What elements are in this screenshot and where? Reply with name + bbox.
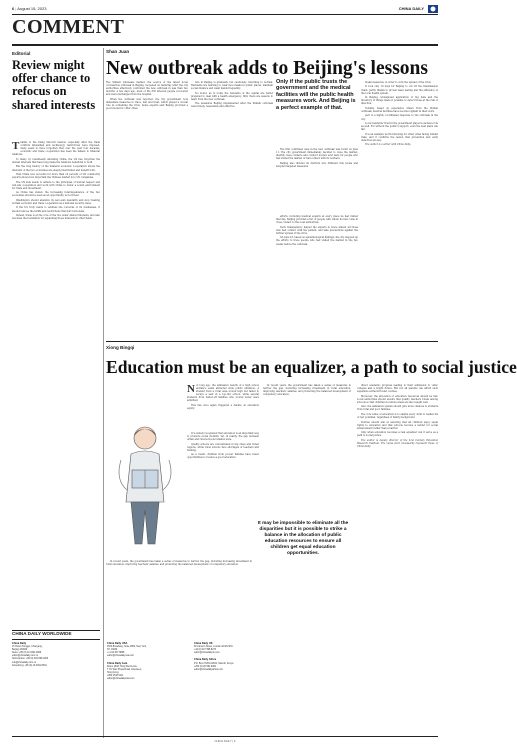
article-separator (106, 341, 438, 342)
article2-column-4 (263, 384, 351, 398)
page-footer: CHINA DAILY | 6 (214, 739, 236, 743)
article2-paragraph: In recent years, the government has taken a series of measures to narrow the gap, including increasing investment in rural education, improving teachers' salaries, and promoting the balanced development of compulsory education. (106, 560, 252, 567)
article1-paragraph: Beijing also divided its districts into different risk levels and adopted targeted measures. (276, 161, 358, 168)
article1-paragraph: efforts, including medical experts at every place he had visited that day. Beijing provided a list of people with whom he had come in close contact to the local authorities. (276, 215, 358, 225)
article2-footnote: The author is deputy director of the 21st Century Education Research Institute. The views don't necessarily represent those of China Daily. (357, 438, 438, 448)
article1-pullquote: Only if the public trusts the government and the medical facilities will the public health measures work. And Beijing is a perfect example of that. (276, 79, 356, 111)
article1-column-3 (276, 148, 358, 169)
paper-name: CHINA DAILY (398, 6, 424, 11)
section-title: COMMENT (12, 16, 125, 38)
editorial-headline: Review might offer chance to refocus on shared interests (12, 58, 96, 112)
page-number: 6 (12, 6, 15, 11)
editorial-body (12, 141, 100, 222)
article2-dropcap: N (187, 383, 195, 395)
child-reading-illustration (109, 420, 181, 550)
article2-paragraph: In recent years, the government has taken a series of measures to narrow the gap, including increasing investment in rural education, improving teachers' salaries, and promoting the balanced development of compulsory education. (263, 384, 351, 397)
editorial-paragraph: But the long history of the bilateral economic cooperation shows the interests of the two economies are deeply intertwined and benefit both. (12, 165, 100, 172)
article1-paragraph: Such transparency helped the experts to trace almost all those who had contact with the patient, and take precautions against the further spread of the virus. (276, 225, 358, 235)
article1-column-4 (276, 215, 358, 247)
article1-paragraph: The first confirmed case in the new outbreak was found on June 11. The city government immediately decided to close the market, identify close contacts and conduct nucleic acid tests for people who had visited the market or had contact with its workers. (276, 148, 358, 161)
article1-paragraph: Local residents' trust in the government played a decisive role as well. For without the public's support, even the best plans can fail. (361, 121, 438, 132)
office-block: China Daily USA 1500 Broadway, Suite 2800, New York, NY 10036 +1 212 537 8888 editor@chinadailyusa.com China Daily Asia Room 1818, Hing Wai Centre, 7 Tin Wan Praya Road, Aberdeen, Hong Kong +852 2518 5111 editor@chinadailyasia.com (107, 642, 147, 681)
article2-paragraph: Only when education becomes a real equalizer can it serve as a path to social justice. (357, 431, 438, 438)
article1-paragraph: In Beijing, widespread application of big data and the inventory of things made it possible to detect those at the risk of infection. (361, 96, 438, 106)
editorial-paragraph: Indeed, trade is at the core of the two sides' shared interests, and also becomes the foundation for expanding those interests in other fields. (12, 214, 100, 221)
page-header: 6 | August 15, 2023 CHINA DAILY (12, 6, 438, 14)
section-rule (12, 44, 438, 46)
office-block: China Daily 15 Huixin Dongjie, Chaoyang, Beijing 100029 News: +86 (0) 10 6491-8366 editor@chinadaily.com.cn Subscription: +86 (0) 400-699-0203 sub@chinadaily.com.cn Advertising: +86 (0) 10 6491-8631 (12, 642, 49, 667)
masthead-title: CHINA DAILY WORLDWIDE (12, 630, 100, 640)
editorial-label: Editorial (12, 51, 31, 56)
article2-paragraph: Policies should aim at ensuring that all children enjoy equal rights to education and that schools become a ladder for social advancement rather than a barrier. (357, 420, 438, 430)
article1-column-5 (361, 81, 438, 148)
article2-paragraph: Moreover, the allocation of education resources should be fair. Local authorities should ensure that quality teachers rotate among schools so that children in remote areas are also taught well. (357, 394, 438, 404)
article1-paragraph: It is an example worth following for other cities facing similar risks, and it confirms the lesson that prevention and early detection are key. (361, 132, 438, 142)
article2-headline: Education must be an equalizer, a path to social justice (106, 357, 517, 377)
article1-paragraph: Life in Beijing is gradually, but cautiously, returning to normal. Residents are learning to wear face masks in public places, maintain social distance and wash hands frequently. (191, 81, 273, 91)
editorial-paragraph: To many, by relentlessly attacking China, the US has forgotten the mutual interests that have long made the relations beneficial to both. (12, 157, 100, 164)
article1-paragraph: The Xinfadi wholesale market, the source of the latest novel coronavirus outbreak in Beijing, reopened on Saturday after the city authorities effectively controlled the new outbreak in less than two months. A few days ago, most of the 335 infected people recovered and were discharged from the hospital. (106, 81, 188, 97)
article2-column-2 (187, 432, 259, 461)
header-rule (12, 14, 438, 15)
article1-paragraph: break measures, in order to curb the spread of the virus. (365, 81, 432, 84)
article1-paragraph: No doubt, as of today the residents of the capital are better prepared to deal with a health emergency. Still, there are lessons to learn from the new outbreak. (191, 91, 273, 101)
article1-column-1 (106, 81, 188, 112)
article1-paragraph: The measures Beijing implemented after the Xinfadi outbreak were timely, reasonable and effective. (191, 102, 273, 109)
footer-rule (12, 736, 438, 737)
article2-column-5 (357, 384, 438, 449)
article2-paragraph: direct academic progress leading to their admission to 'elite' colleges and a bright future. But not all parents can afford such expensive extracurricular courses. (357, 384, 438, 394)
article2-column-3 (106, 560, 252, 568)
article1-column-2 (191, 81, 273, 110)
article2-paragraph: ot long ago, the admission results of a high school entrance exam attracted wide public attention. A student from a rural area scored high but failed to secure a seat in a top-tier school, while several students from better-off families who scored lower were admitted. (187, 384, 259, 403)
article1-paragraph: On June 18, based on epidemiological findings, the city stepped up the efforts to trace people who had visited the market in the two weeks before the outbreak. (276, 236, 358, 246)
article1-paragraph: It took only 19 days for Beijing to cut off the transmission chain, partly thanks to proven mass testing and the efficiency of the local health system. (361, 85, 438, 95)
china-daily-logo-icon (428, 5, 438, 13)
article2-paragraph: As a result, children from poorer families have fewer opportunities to receive a good education. (187, 453, 259, 460)
article1-headline: New outbreak adds to Beijing's lessons (106, 58, 428, 79)
office-block: China Daily UK 90 Cannon Street, London EC4N 6HA +44 (0) 20 7398 8270 editor@chinadailyuk.com China Daily Africa P.O. Box 27281-00100, Nairobi, Kenya +254 (0) 20 692 0900 editor@chinadailyafrica.com (194, 642, 234, 671)
article1-paragraph: part of a highly coordinated response to the outbreak in the city. (361, 114, 438, 121)
article2-paragraph: This has once again triggered a debate on education equity. (187, 403, 259, 411)
editorial-paragraph: If the US truly wants to address the concerns of its businesses, it should remove the tariffs and restrictions that hurt both sides. (12, 206, 100, 213)
article1-paragraph: When the outbreak was reported, the city government took immediate measures to trace, test and treat, which played a crucial role in containing the virus. Some experts said Beijing provided a good model for other cities. (106, 97, 188, 111)
article1-footnote: The author is a writer with China Daily. (365, 143, 412, 147)
editorial-paragraph: Washington should abandon its zero-sum mentality and stop treating normal economic and trade cooperation as a national security issue. (12, 198, 100, 205)
article2-pullquote: It may be impossible to eliminate all the disparities but it is possible to strike a balance in the allocation of public education resources to ensure all children get equal education opportunities. (257, 521, 349, 556)
issue-date: August 15, 2023 (17, 6, 47, 11)
editorial-paragraph: The US side needs to adhere to the principles of mutual respect and win-win cooperation and work with China to foster a sound environment for trade and investment. (12, 180, 100, 190)
article1-paragraph: Notably, based on experience drawn from the Wuhan outbreak, medical facilities have become vigilant in their work. (361, 106, 438, 113)
editorial-paragraph: hanks to the rising Sino-US tension, especially after the trade conflicts intensified and technology restrictions were imposed, many seem to have forgotten that over the past four decades, economic and trade cooperation has been the ballast to bilateral relations. (12, 141, 100, 157)
article2-column-1 (187, 384, 259, 412)
article2-paragraph: Also, the admission system should give more chances to students from rural and poor families. (357, 405, 438, 412)
article1-author: Shan Juan (106, 49, 130, 54)
editorial-dropcap: T (12, 140, 20, 152)
article2-paragraph: Quality schools are concentrated in big cities and richer regions, while rural schools face shortages of teachers and funding. (187, 442, 259, 452)
article2-paragraph: The core value of education is to enable every child to realize his or her potential, regardless of family background. (357, 412, 438, 420)
column-divider (103, 48, 104, 738)
article2-author: Xiong Bingqi (106, 345, 135, 350)
editorial-paragraph: That China now accounts for more than 10 percent of US commodity exports shows how important the Chinese market is to US companies. (12, 173, 100, 180)
article2-paragraph: It is widely recognized that education is an important way to promote social mobility. Yet, in reality, the gap between urban and rural schools remains wide. (187, 432, 259, 442)
editorial-paragraph: As China has stated, the increasing interdependence of the two economies should be seen as an opportunity, not a threat. (12, 191, 100, 198)
